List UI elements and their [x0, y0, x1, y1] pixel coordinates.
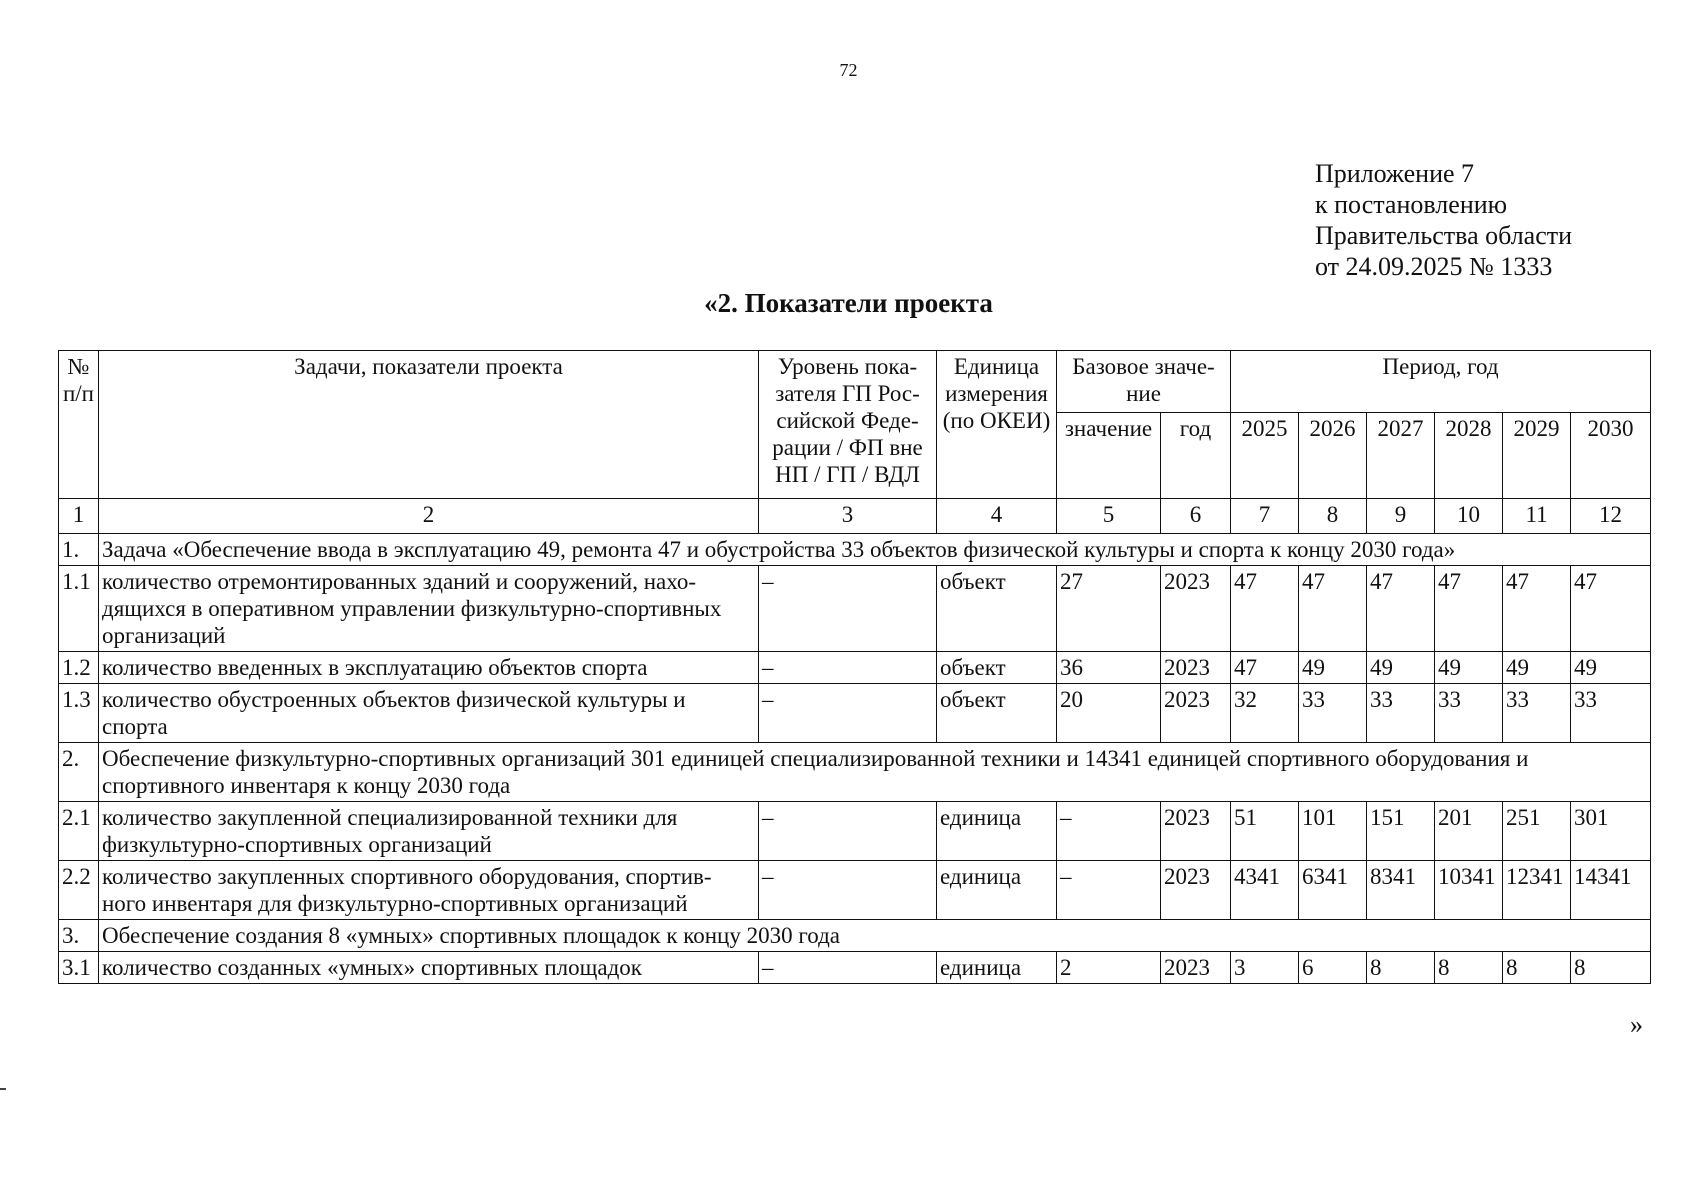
base-year: 2023: [1161, 566, 1231, 652]
indicator-row: [59, 652, 1651, 684]
header-period: Период, год: [1231, 351, 1651, 413]
row-number: 2.1: [59, 802, 99, 861]
row-number: 1.: [59, 534, 99, 566]
appendix-line-3: Правительства области: [1315, 221, 1573, 250]
year-value: 51: [1231, 802, 1299, 861]
indicator-row: [59, 566, 1651, 652]
column-number: 7: [1231, 499, 1299, 534]
indicator-row: [59, 861, 1651, 920]
row-number: 3.: [59, 920, 99, 952]
year-value: 151: [1367, 802, 1435, 861]
column-number: 10: [1435, 499, 1503, 534]
year-value: 12341: [1503, 861, 1571, 920]
base-year: 2023: [1161, 861, 1231, 920]
row-number: 1.2: [59, 652, 99, 684]
base-year: 2023: [1161, 802, 1231, 861]
year-value: 8341: [1367, 861, 1435, 920]
column-number: 3: [759, 499, 937, 534]
indicators-table: [58, 350, 1651, 984]
indicator-unit: единица: [937, 802, 1057, 861]
indicator-name: количество закупленной специализированной техники для физкультурно-спортивных организаций: [99, 802, 759, 861]
year-value: 6: [1299, 952, 1367, 984]
row-number: 3.1: [59, 952, 99, 984]
task-title: Обеспечение создания 8 «умных» спортивных площадок к концу 2030 года: [99, 920, 1651, 952]
year-value: 3: [1231, 952, 1299, 984]
column-number-row: [59, 499, 1651, 534]
indicator-unit: единица: [937, 952, 1057, 984]
indicator-name: количество закупленных спортивного оборудования, спортив-ного инвентаря для физкультурно-спортивных организаций: [99, 861, 759, 920]
year-value: 8: [1503, 952, 1571, 984]
year-value: 47: [1571, 566, 1651, 652]
year-value: 49: [1435, 652, 1503, 684]
row-number: 2.: [59, 743, 99, 802]
year-value: 47: [1231, 566, 1299, 652]
year-value: 14341: [1571, 861, 1651, 920]
year-value: 47: [1367, 566, 1435, 652]
column-number: 1: [59, 499, 99, 534]
header-year-2029: 2029: [1503, 413, 1571, 499]
year-value: 201: [1435, 802, 1503, 861]
header-tasks: Задачи, показатели проекта: [99, 351, 759, 499]
appendix-line-2: к постановлению: [1315, 190, 1508, 219]
base-value: 2: [1057, 952, 1161, 984]
column-number: 9: [1367, 499, 1435, 534]
header-base-value: значение: [1057, 413, 1161, 499]
appendix-note: [1315, 158, 1572, 282]
base-year: 2023: [1161, 952, 1231, 984]
indicator-level: –: [759, 566, 937, 652]
year-value: 49: [1299, 652, 1367, 684]
header-year-2027: 2027: [1367, 413, 1435, 499]
year-value: 8: [1571, 952, 1651, 984]
base-value: –: [1057, 802, 1161, 861]
year-value: 4341: [1231, 861, 1299, 920]
base-year: 2023: [1161, 652, 1231, 684]
indicator-level: –: [759, 861, 937, 920]
year-value: 301: [1571, 802, 1651, 861]
year-value: 33: [1435, 684, 1503, 743]
task-row: [59, 534, 1651, 566]
year-value: 33: [1299, 684, 1367, 743]
header-num: № п/п: [59, 351, 99, 499]
indicator-row: [59, 684, 1651, 743]
column-number: 11: [1503, 499, 1571, 534]
indicator-level: –: [759, 684, 937, 743]
base-value: 27: [1057, 566, 1161, 652]
year-value: 32: [1231, 684, 1299, 743]
task-title: Задача «Обеспечение ввода в эксплуатацию 49, ремонта 47 и обустройства 33 объектов физической культуры и спорта к концу 2030 года»: [99, 534, 1651, 566]
row-number: 2.2: [59, 861, 99, 920]
indicator-name: количество отремонтированных зданий и сооружений, нахо-дящихся в оперативном управлении физкультурно-спортивных организаций: [99, 566, 759, 652]
year-value: 6341: [1299, 861, 1367, 920]
column-number: 4: [937, 499, 1057, 534]
indicator-row: [59, 802, 1651, 861]
year-value: 47: [1231, 652, 1299, 684]
indicator-unit: единица: [937, 861, 1057, 920]
year-value: 49: [1367, 652, 1435, 684]
year-value: 8: [1367, 952, 1435, 984]
year-value: 49: [1503, 652, 1571, 684]
year-value: 33: [1571, 684, 1651, 743]
document-title: «2. Показатели проекта: [704, 288, 993, 318]
indicator-unit: объект: [937, 566, 1057, 652]
indicator-row: [59, 952, 1651, 984]
year-value: 47: [1435, 566, 1503, 652]
header-base-year: год: [1161, 413, 1231, 499]
indicator-name: количество созданных «умных» спортивных площадок: [99, 952, 759, 984]
indicator-level: –: [759, 802, 937, 861]
header-base: Базовое значе-ние: [1057, 351, 1231, 413]
header-unit: Единица измерения (по ОКЕИ): [937, 351, 1057, 499]
year-value: 47: [1503, 566, 1571, 652]
indicator-unit: объект: [937, 652, 1057, 684]
header-year-2028: 2028: [1435, 413, 1503, 499]
appendix-line-1: Приложение 7: [1315, 159, 1475, 188]
year-value: 33: [1367, 684, 1435, 743]
column-number: 5: [1057, 499, 1161, 534]
header-level: Уровень пока-зателя ГП Рос-сийской Феде-рации / ФП вне НП / ГП / ВДЛ: [759, 351, 937, 499]
year-value: 47: [1299, 566, 1367, 652]
year-value: 10341: [1435, 861, 1503, 920]
year-value: 8: [1435, 952, 1503, 984]
indicator-name: количество обустроенных объектов физической культуры и спорта: [99, 684, 759, 743]
column-number: 12: [1571, 499, 1651, 534]
closing-quote: »: [1630, 1010, 1643, 1039]
indicator-level: –: [759, 652, 937, 684]
indicator-level: –: [759, 952, 937, 984]
year-value: 49: [1571, 652, 1651, 684]
task-title: Обеспечение физкультурно-спортивных организаций 301 единицей специализированной техники и 14341 единицей спортивного оборудования и спортивного инвентаря к концу 2030 года: [99, 743, 1651, 802]
indicator-name: количество введенных в эксплуатацию объектов спорта: [99, 652, 759, 684]
base-value: 20: [1057, 684, 1161, 743]
page-number: 72: [839, 60, 858, 80]
base-year: 2023: [1161, 684, 1231, 743]
task-row: [59, 920, 1651, 952]
row-number: 1.1: [59, 566, 99, 652]
margin-mark: [0, 1088, 6, 1090]
base-value: –: [1057, 861, 1161, 920]
column-number: 6: [1161, 499, 1231, 534]
column-number: 8: [1299, 499, 1367, 534]
indicator-unit: объект: [937, 684, 1057, 743]
base-value: 36: [1057, 652, 1161, 684]
appendix-line-4: от 24.09.2025 № 1333: [1315, 252, 1553, 281]
year-value: 101: [1299, 802, 1367, 861]
task-row: [59, 743, 1651, 802]
header-year-2030: 2030: [1571, 413, 1651, 499]
year-value: 33: [1503, 684, 1571, 743]
year-value: 251: [1503, 802, 1571, 861]
row-number: 1.3: [59, 684, 99, 743]
column-number: 2: [99, 499, 759, 534]
header-year-2026: 2026: [1299, 413, 1367, 499]
header-year-2025: 2025: [1231, 413, 1299, 499]
